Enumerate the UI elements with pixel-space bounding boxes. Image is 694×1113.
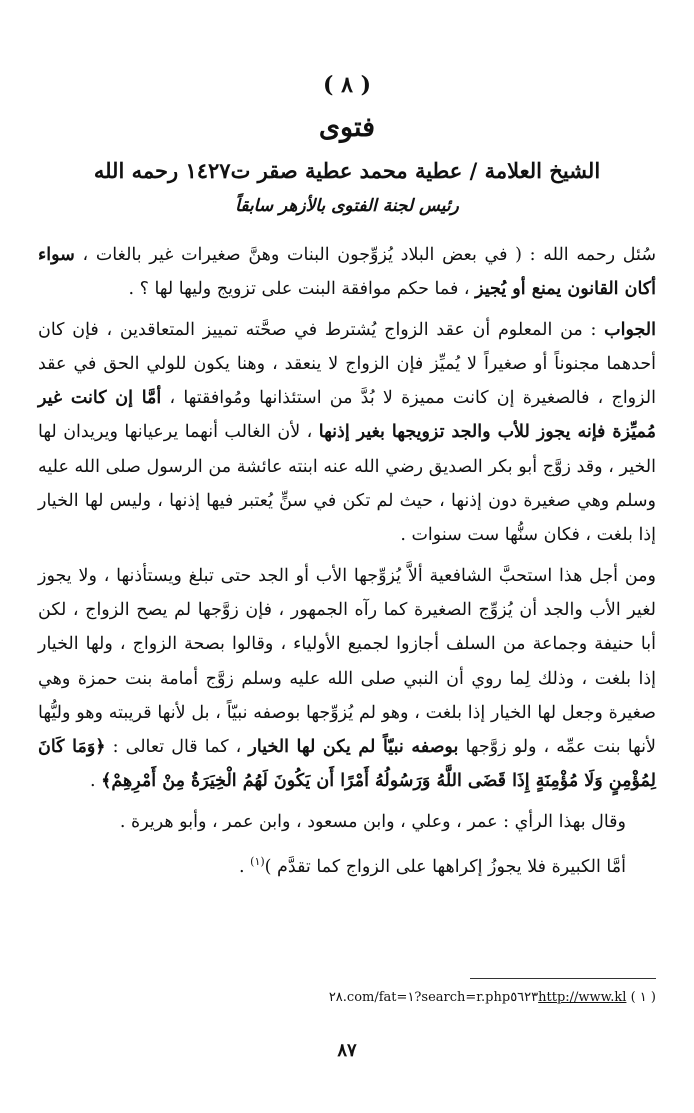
fatwa-number: ( ٨ ) xyxy=(323,72,371,98)
footnote-divider xyxy=(470,978,656,979)
shafii-tail: ، كما قال تعالى : xyxy=(105,737,249,758)
question-lead: سُئل رحمه الله : ( في بعض البلاد يُزوِّجون البنات وهنَّ صغيرات غير بالغات ، xyxy=(74,245,656,265)
question-paragraph xyxy=(38,238,656,307)
question-bold: سواء أكان القانون يمنع أو يُجيز xyxy=(38,245,656,300)
page-number: ٨٧ xyxy=(337,1040,357,1061)
adult-end: . xyxy=(239,856,251,877)
footnote-link[interactable]: http://www.kl xyxy=(538,990,627,1005)
footnote xyxy=(38,990,656,1005)
shafii-bold: بوصفه نبيّاً لم يكن لها الخيار xyxy=(248,737,459,758)
shafii-text: ومن أجل هذا استحبَّ الشافعية ألاَّ يُزوِّجها الأب أو الجد حتى تبلغ ويستأذنها ، ولا يجوز لغير الأب والجد أن يُزوِّج الصغيرة كما رآه الجمهور ، فإن زوَّجها لم يصح الزواج ، لكن أبا حنيفة وجماعة من السلف أجازوا لجميع الأولياء ، وقالوا بصحة الزواج ، ولها الخيار إذا بلغت ، وذلك لِما روي أن النبي صلى الله عليه وسلم زوَّج أمامة بنت حمزة وهي صغيرة وجعل لها الخيار إذا بلغت ، وهو لم يُزوِّجها بوصفه نبيّاً ، بل لأنها قريبته وهو وليُّها لأنها بنت عمِّه ، ولو زوَّجها xyxy=(38,565,656,758)
fatwa-body xyxy=(38,238,656,890)
author-line: الشيخ العلامة / عطية محمد عطية صقر ت١٤٢٧ رحمه الله xyxy=(93,158,601,183)
opinion-paragraph xyxy=(38,805,656,839)
quran-verse: ﴿وَمَا كَانَ لِمُؤْمِنٍ وَلَا مُؤْمِنَةٍ إِذَا قَضَى اللَّهُ وَرَسُولُهُ أَمْرًا أَن يَكُونَ لَهُمُ الْخِيَرَةُ مِنْ أَمْرِهِمْ﴾ xyxy=(38,737,656,792)
opinion-text: وقال بهذا الرأي : عمر ، وعلي ، وابن مسعود ، وابن عمر ، وأبو هريرة . xyxy=(119,811,626,832)
answer-label: الجواب xyxy=(604,319,656,340)
adult-text: أمَّا الكبيرة فلا يجوزُ إكراهها على الزواج كما تقدَّم ) xyxy=(264,856,626,877)
footnote-ref[interactable]: (١) xyxy=(250,855,265,869)
footnote-marker: ( ١ ) xyxy=(630,990,656,1005)
adult-paragraph xyxy=(38,845,656,884)
footnote-rest: ٢٨.com/fat=١?search=r.php٥٦٢٣ xyxy=(328,990,539,1005)
answer-text-1: : من المعلوم أن عقد الزواج يُشترط في صحَّته تمييز المتعاقدين ، فإن كان أحدهما مجنوناً أو صغيراً لا يُميِّز فإن الزواج لا ينعقد ، وهنا يكون للولي الحق في عقد الزواج ، فالصغيرة إن كانت مميزة لا بُدَّ من استئذانها ومُوافقتها ، xyxy=(38,319,656,409)
shafii-paragraph xyxy=(38,559,656,799)
question-tail: ، فما حكم موافقة البنت على تزويج وليها لها ؟ . xyxy=(128,279,476,300)
author-role: رئيس لجنة الفتوى بالأزهر سابقاً xyxy=(235,196,459,216)
answer-bold: أمَّا إن كانت غير مُميِّزة فإنه يجوز للأب والجد تزويجها بغير إذنها xyxy=(38,388,656,443)
shafii-end: . xyxy=(90,771,102,792)
answer-text-2: ، لأن الغالب أنهما يرعيانها ويريدان لها الخير ، وقد زوَّج أبو بكر الصديق رضي الله عنه ابنته عائشة من الرسول صلى الله عليه وسلم وهي صغيرة دون إذنها ، حيث لم تكن في سنٍّ يُعتبر فيها إذنها ، وليس لها الخيار إذا بلغت ، فكان سنُّها ست سنوات . xyxy=(38,422,656,546)
answer-paragraph xyxy=(38,313,656,553)
page-title: فتوى xyxy=(318,112,376,143)
